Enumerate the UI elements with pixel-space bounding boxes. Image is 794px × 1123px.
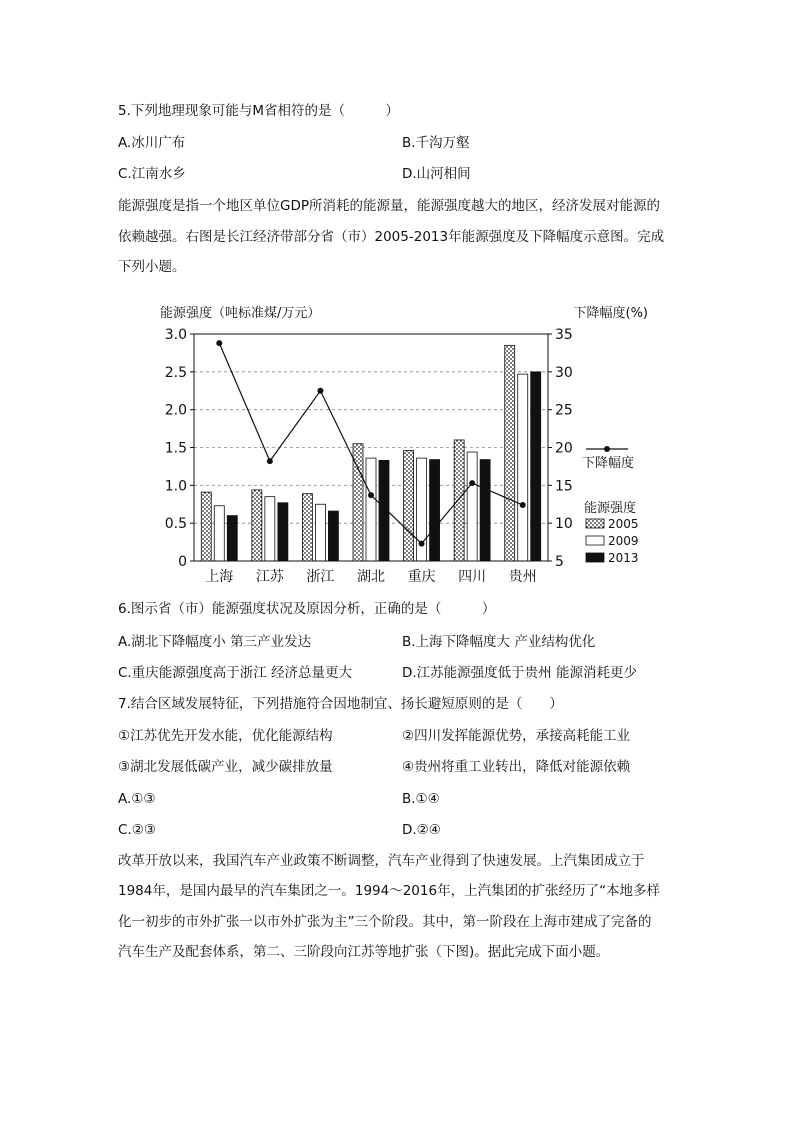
bar-2009-浙江 xyxy=(315,504,325,561)
q7-option-c[interactable]: C.②③ xyxy=(118,822,156,838)
category-label: 江苏 xyxy=(255,569,284,585)
q7-option-a[interactable]: A.①③ xyxy=(118,791,156,807)
q5-option-a[interactable]: A.冰川广布 xyxy=(118,135,186,151)
q5-option-c[interactable]: C.江南水乡 xyxy=(118,166,186,182)
bar-2005-四川 xyxy=(454,440,464,561)
left-axis-ticks xyxy=(165,327,194,570)
bar-2009-四川 xyxy=(467,452,477,561)
right-tick-label: 20 xyxy=(555,440,573,457)
right-tick-label: 15 xyxy=(555,478,573,495)
bar-2009-湖北 xyxy=(366,458,376,561)
bar-2013-贵州 xyxy=(531,372,541,561)
question-5-stem: 5.下列地理现象可能与M省相符的是（ ） xyxy=(118,103,400,119)
bar-2005-上海 xyxy=(201,492,211,561)
left-tick-label: 3.0 xyxy=(164,327,187,343)
bar-2009-上海 xyxy=(214,506,224,561)
decline-point-贵州 xyxy=(520,502,526,508)
q5-option-d[interactable]: D.山河相间 xyxy=(402,166,471,182)
category-label: 浙江 xyxy=(306,569,335,585)
decline-point-江苏 xyxy=(267,458,273,464)
q6-option-a[interactable]: A.湖北下降幅度小 第三产业发达 xyxy=(118,634,312,650)
category-labels xyxy=(205,568,536,585)
bar-2013-浙江 xyxy=(328,511,338,561)
decline-point-浙江 xyxy=(317,388,323,394)
bar-2005-浙江 xyxy=(302,494,312,561)
right-tick-label: 30 xyxy=(555,364,573,381)
left-tick-label: 2.0 xyxy=(164,402,187,419)
bar-legend-title: 能源强度 xyxy=(584,501,637,516)
q5-option-b[interactable]: B.千沟万壑 xyxy=(402,135,470,151)
q7-statement-4: ④贵州将重工业转出，降低对能源依赖 xyxy=(402,759,631,775)
left-tick-label: 0.5 xyxy=(164,516,187,533)
intro-line-2: 依赖越强。右图是长江经济带部分省（市）2005-2013年能源强度及下降幅度示意图。完成 xyxy=(118,229,665,245)
line-legend xyxy=(582,446,634,471)
q7-option-b[interactable]: B.①④ xyxy=(402,791,440,807)
passage-line-1: 改革开放以来，我国汽车产业政策不断调整，汽车产业得到了快速发展。上汽集团成立于 xyxy=(118,853,645,869)
legend-2013: 2013 xyxy=(608,551,639,565)
decline-point-四川 xyxy=(469,480,475,486)
legend-2005: 2005 xyxy=(608,517,639,531)
right-axis-ticks xyxy=(548,327,573,570)
right-tick-label: 5 xyxy=(555,554,564,570)
category-label: 重庆 xyxy=(407,569,436,585)
legend-2009: 2009 xyxy=(608,534,639,548)
bar-legend xyxy=(584,500,639,565)
category-label: 上海 xyxy=(205,569,234,585)
right-tick-label: 25 xyxy=(555,402,573,419)
decline-point-上海 xyxy=(216,340,222,346)
decline-point-重庆 xyxy=(419,541,425,547)
passage-line-2: 1984年，是国内最早的汽车集团之一。1994～2016年，上汽集团的扩张经历了“本地多样 xyxy=(118,883,661,899)
bar-2005-重庆 xyxy=(404,451,414,561)
intro-line-1: 能源强度是指一个地区单位GDP所消耗的能源量，能源强度越大的地区，经济发展对能源的 xyxy=(118,198,660,214)
q7-statement-3: ③湖北发展低碳产业，减少碳排放量 xyxy=(118,759,333,775)
bar-2005-江苏 xyxy=(252,490,262,561)
bar-2013-四川 xyxy=(480,460,490,561)
bar-2009-江苏 xyxy=(265,497,275,561)
bar-2013-江苏 xyxy=(278,503,288,561)
q7-statement-2: ②四川发挥能源优势，承接高耗能工业 xyxy=(402,728,631,744)
decline-point-湖北 xyxy=(368,492,374,498)
q7-option-d[interactable]: D.②④ xyxy=(402,822,441,838)
bar-2013-上海 xyxy=(227,516,237,561)
right-tick-label: 10 xyxy=(555,516,573,533)
left-tick-label: 1.5 xyxy=(164,440,187,457)
question-6-stem: 6.图示省（市）能源强度状况及原因分析，正确的是（ ） xyxy=(118,601,496,617)
category-label: 四川 xyxy=(458,569,487,585)
q7-statement-1: ①江苏优先开发水能，优化能源结构 xyxy=(118,728,333,744)
q6-option-c[interactable]: C.重庆能源强度高于浙江 经济总量更大 xyxy=(118,665,353,681)
left-tick-label: 2.5 xyxy=(164,364,187,381)
energy-intensity-chart xyxy=(150,298,670,590)
right-tick-label: 35 xyxy=(555,327,573,343)
right-axis-title: 下降幅度(%) xyxy=(573,306,648,321)
line-legend-label: 下降幅度 xyxy=(582,456,635,471)
bar-series xyxy=(201,345,540,561)
bar-2009-贵州 xyxy=(518,374,528,561)
q6-option-d[interactable]: D.江苏能源强度低于贵州 能源消耗更少 xyxy=(402,665,637,681)
question-7-stem: 7.结合区域发展特征，下列措施符合因地制宜、扬长避短原则的是（ ） xyxy=(118,696,563,712)
intro-line-3: 下列小题。 xyxy=(118,259,186,275)
passage-line-4: 汽车生产及配套体系，第二、三阶段向江苏等地扩张（下图)。据此完成下面小题。 xyxy=(118,944,610,960)
left-tick-label: 1.0 xyxy=(164,478,187,495)
q6-option-b[interactable]: B.上海下降幅度大 产业结构优化 xyxy=(402,634,596,650)
left-axis-title: 能源强度（吨标准煤/万元） xyxy=(160,306,321,321)
category-label: 湖北 xyxy=(357,569,385,585)
left-tick-label: 0 xyxy=(178,554,187,570)
category-label: 贵州 xyxy=(508,569,537,585)
bar-2005-贵州 xyxy=(505,345,515,561)
passage-line-3: 化一初步的市外扩张一以市外扩张为主”三个阶段。其中，第一阶段在上海市建成了完备的 xyxy=(118,914,652,930)
bar-2013-重庆 xyxy=(430,460,440,561)
